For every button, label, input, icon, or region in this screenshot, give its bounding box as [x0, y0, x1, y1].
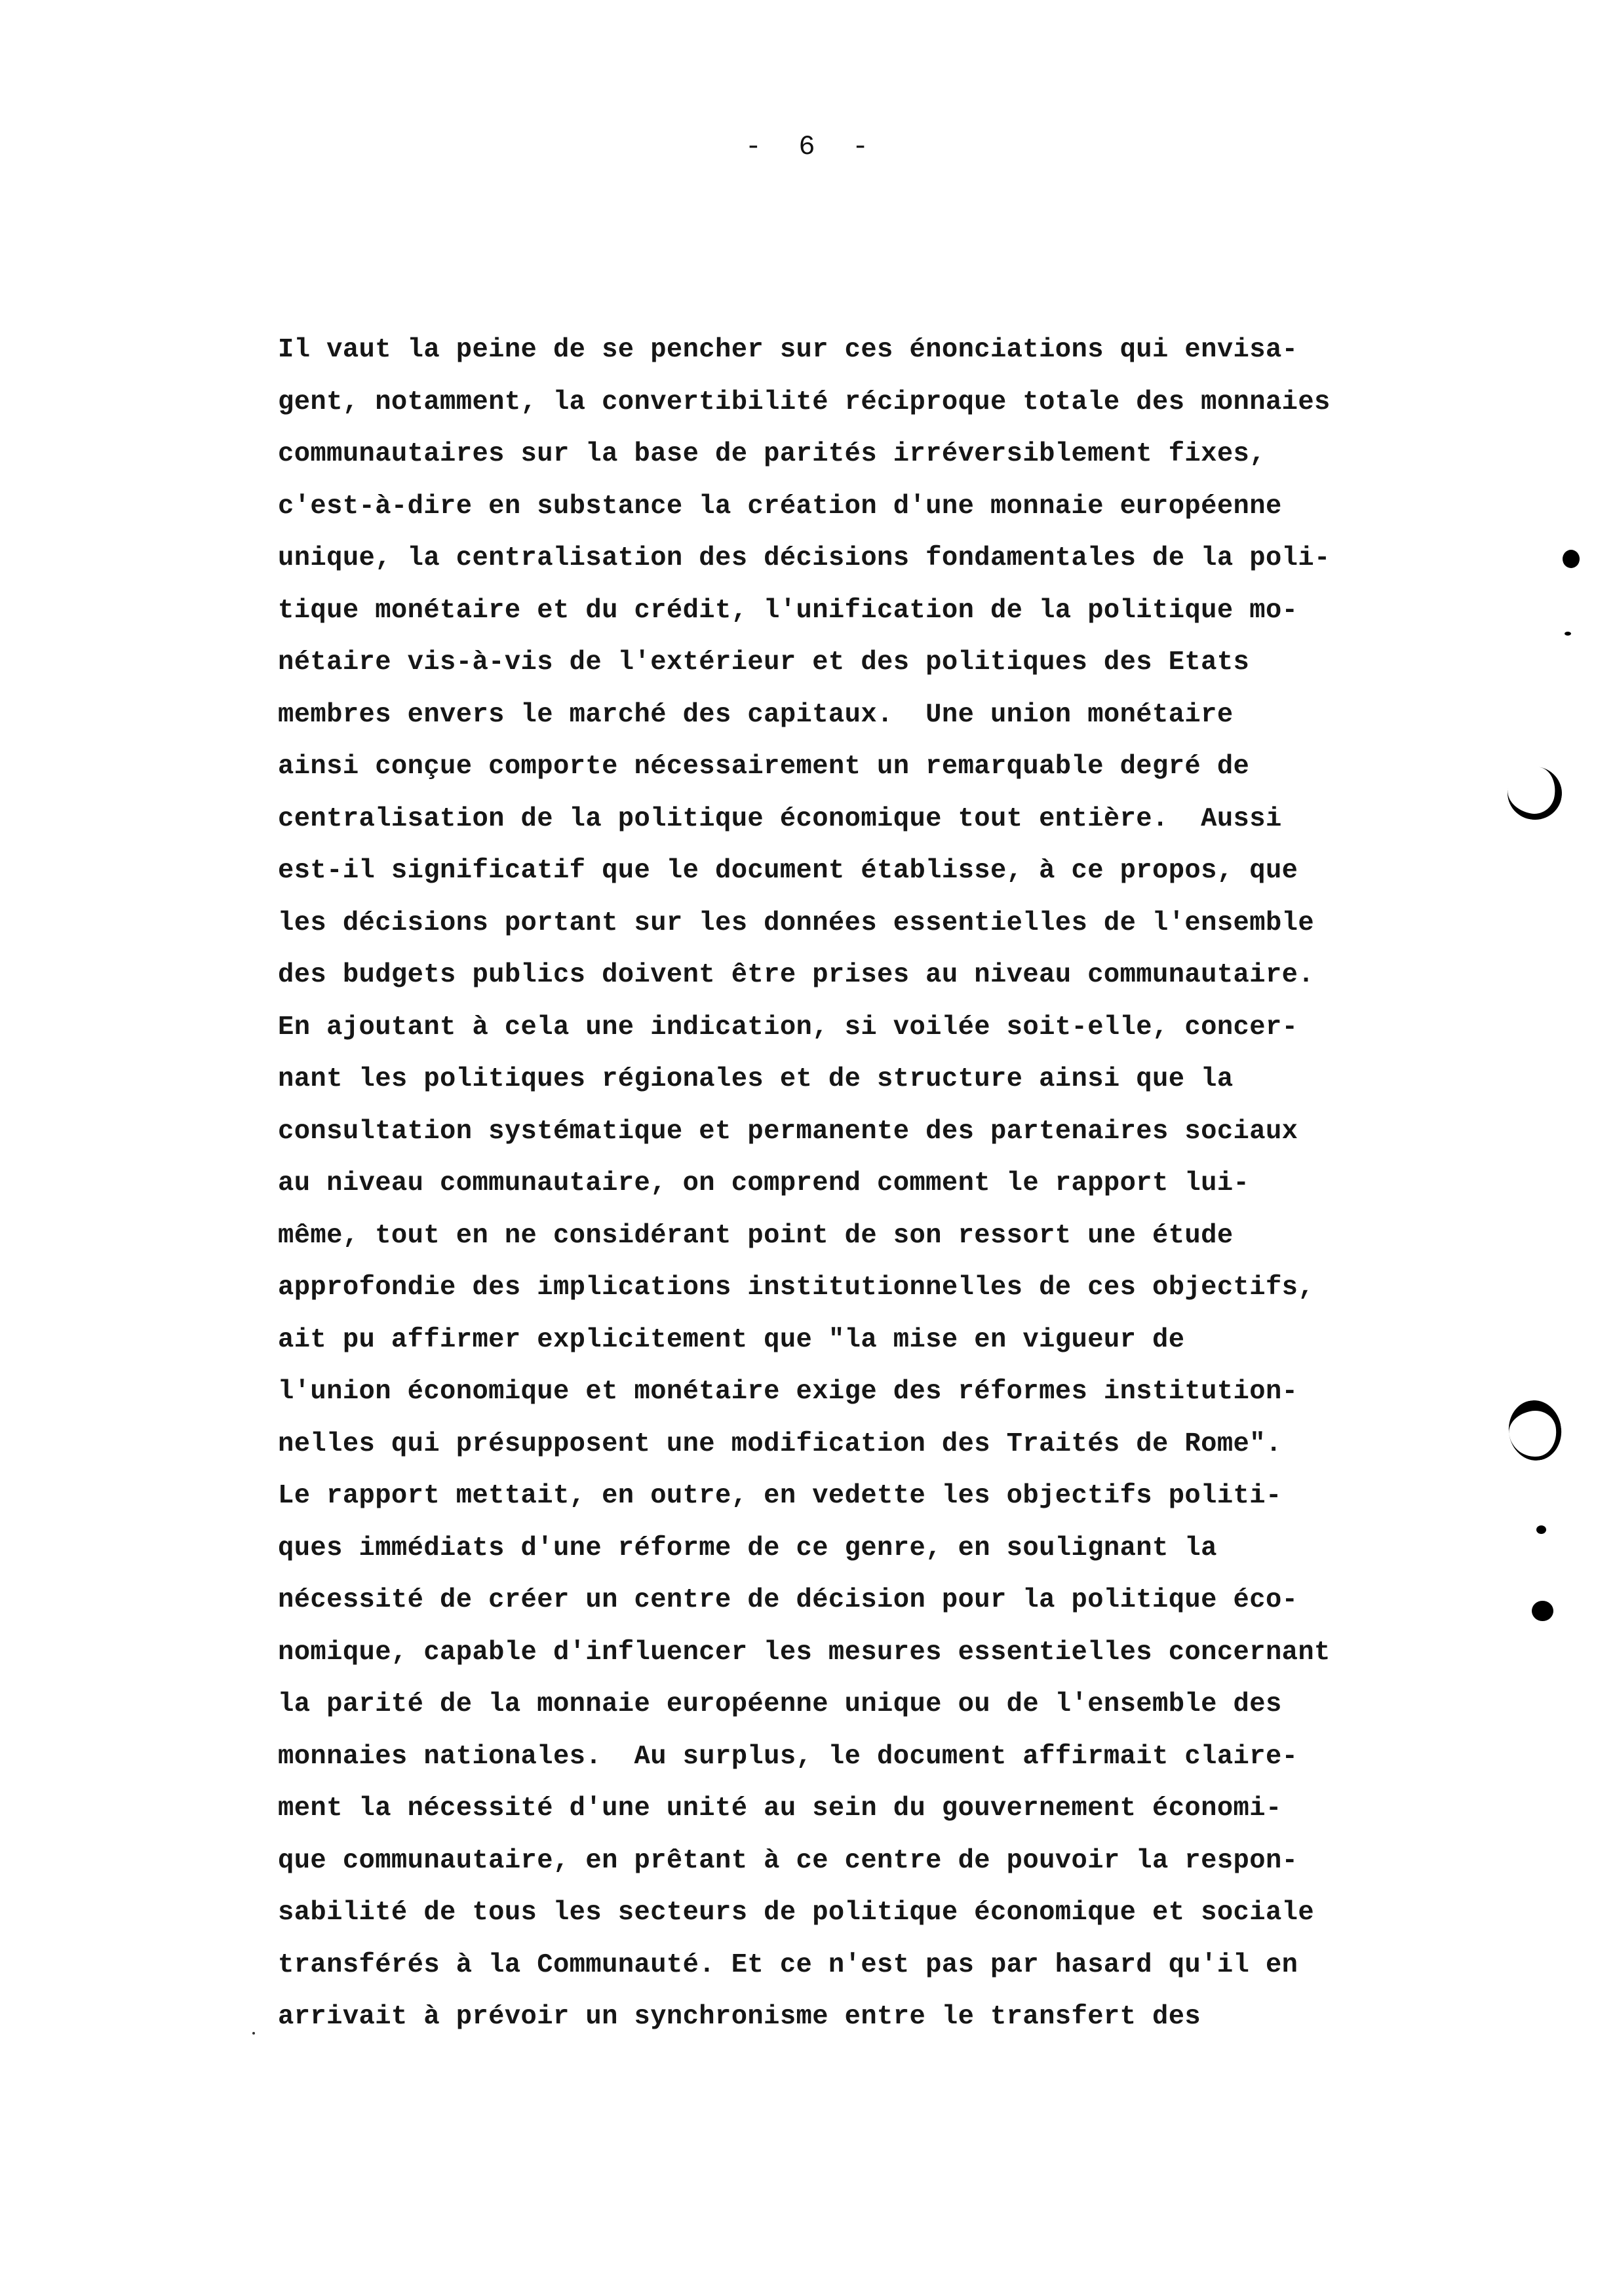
text-line: transférés à la Communauté. Et ce n'est pas par hasard qu'il en — [278, 1949, 1298, 1980]
text-line: la parité de la monnaie européenne unique ou de l'ensemble des — [278, 1689, 1282, 1719]
text-line: sabilité de tous les secteurs de politique économique et sociale — [278, 1898, 1315, 1928]
text-line: l'union économique et monétaire exige des réformes institution- — [278, 1377, 1298, 1407]
text-line: nant les politiques régionales et de structure ainsi que la — [278, 1064, 1234, 1094]
text-line: est-il significatif que le document établisse, à ce propos, que — [278, 856, 1298, 886]
punch-hole-mark-1 — [1563, 550, 1580, 568]
text-line: tique monétaire et du crédit, l'unification de la politique mo- — [278, 595, 1298, 626]
text-line: centralisation de la politique économique tout entière. Aussi — [278, 803, 1282, 834]
text-line: nomique, capable d'influencer les mesures essentielles concernant — [278, 1637, 1331, 1668]
ink-speck-1 — [1565, 632, 1571, 636]
text-line: communautaires sur la base de parités irréversiblement fixes, — [278, 439, 1266, 469]
text-line: Il vaut la peine de se pencher sur ces énonciations qui envisa- — [278, 335, 1298, 365]
text-line: monnaies nationales. Au surplus, le document affirmait claire- — [278, 1741, 1298, 1772]
text-line: Le rapport mettait, en outre, en vedette les objectifs politi- — [278, 1481, 1282, 1511]
text-line: nelles qui présupposent une modification des Traités de Rome". — [278, 1428, 1282, 1459]
text-line: des budgets publics doivent être prises au niveau communautaire. — [278, 960, 1315, 990]
text-line: ait pu affirmer explicitement que "la mise en vigueur de — [278, 1324, 1185, 1355]
text-line: ainsi conçue comporte nécessairement un remarquable degré de — [278, 752, 1250, 782]
page-number: - 6 - — [745, 131, 870, 163]
text-line: nécessité de créer un centre de décision pour la politique éco- — [278, 1585, 1298, 1615]
text-line: que communautaire, en prêtant à ce centre de pouvoir la respon- — [278, 1845, 1298, 1876]
text-line: En ajoutant à cela une indication, si voilée soit-elle, concer- — [278, 1012, 1298, 1043]
punch-hole-mark-2 — [1536, 1525, 1546, 1534]
text-line: au niveau communautaire, on comprend comment le rapport lui- — [278, 1168, 1250, 1198]
text-line: unique, la centralisation des décisions fondamentales de la poli- — [278, 543, 1331, 573]
text-line: nétaire vis-à-vis de l'extérieur et des politiques des Etats — [278, 647, 1250, 678]
text-line: ment la nécessité d'une unité au sein du gouvernement économi- — [278, 1793, 1282, 1824]
text-line: membres envers le marché des capitaux. Une union monétaire — [278, 699, 1234, 730]
text-line: c'est-à-dire en substance la création d'une monnaie européenne — [278, 491, 1282, 522]
text-line: approfondie des implications institutionnelles de ces objectifs, — [278, 1272, 1315, 1303]
text-line: ques immédiats d'une réforme de ce genre, en soulignant la — [278, 1533, 1217, 1563]
text-line: consultation systématique et permanente des partenaires sociaux — [278, 1116, 1298, 1147]
binder-ring-mark-1 — [1504, 762, 1566, 824]
body-paragraph — [278, 331, 1405, 2050]
text-line: les décisions portant sur les données essentielles de l'ensemble — [278, 908, 1315, 938]
text-line: même, tout en ne considérant point de son ressort une étude — [278, 1220, 1234, 1251]
binder-ring-mark-2 — [1505, 1397, 1565, 1464]
ink-speck-2 — [252, 2032, 255, 2035]
text-line: arrivait à prévoir un synchronisme entre le transfert des — [278, 2002, 1201, 2032]
punch-hole-mark-3 — [1532, 1601, 1553, 1621]
text-line: gent, notamment, la convertibilité réciproque totale des monnaies — [278, 387, 1331, 417]
